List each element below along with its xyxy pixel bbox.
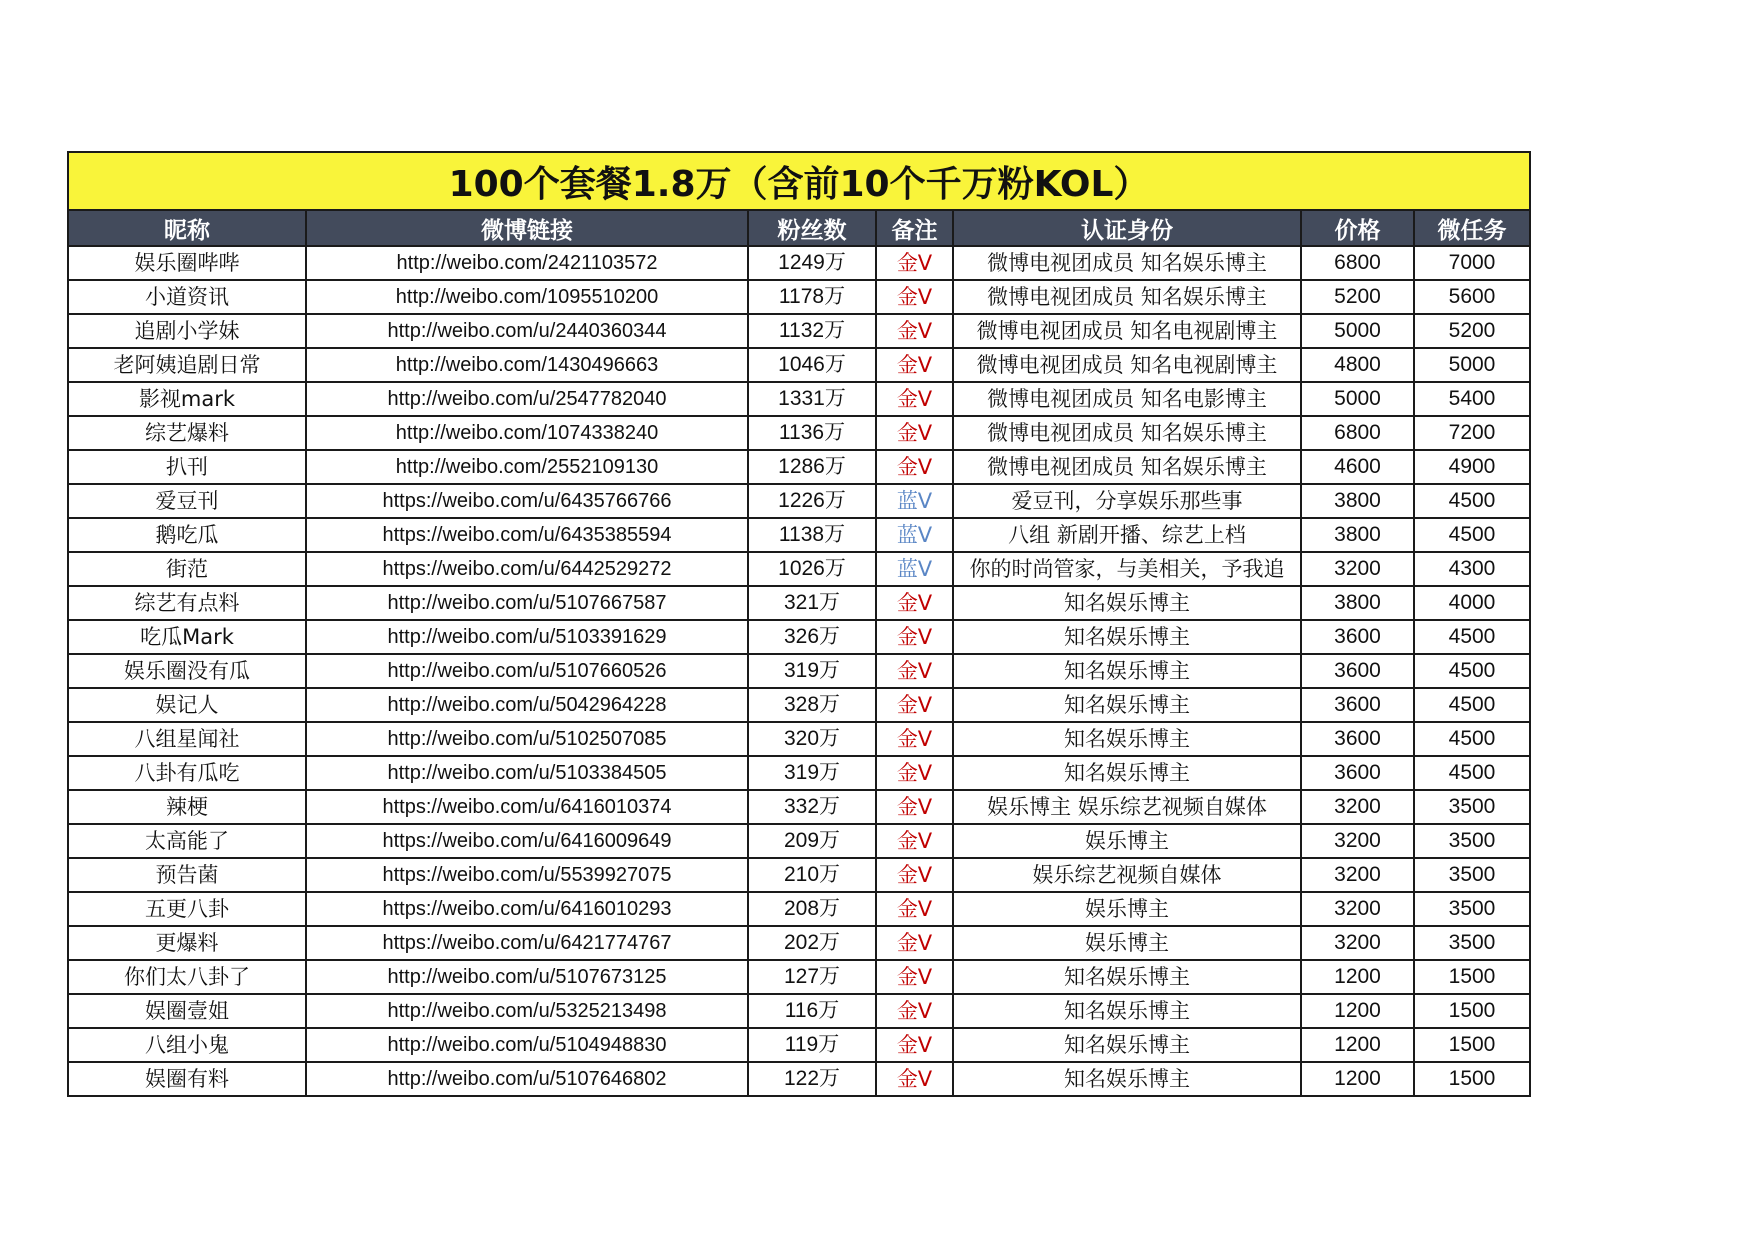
table-row [69,314,1529,348]
cell-weibo-link[interactable]: http://weibo.com/u/5103384505 [306,756,748,790]
cell-nickname: 小道资讯 [69,280,306,314]
cell-fans: 1046万 [748,348,876,382]
cell-note: 金V [876,756,953,790]
cell-note: 金V [876,280,953,314]
cell-note: 金V [876,1028,953,1062]
cell-weibo-link[interactable]: http://weibo.com/1430496663 [306,348,748,382]
cell-weibo-link[interactable]: https://weibo.com/u/6435385594 [306,518,748,552]
cell-nickname: 娱圈有料 [145,1067,229,1091]
cell-weibo-link[interactable]: http://weibo.com/u/5107660526 [306,654,748,688]
cell-fans: 210万 [748,858,876,892]
cell-price: 1200 [1301,994,1414,1028]
table-row [69,450,1529,484]
table-row [69,994,1529,1028]
cell-fans: 116万 [748,994,876,1028]
cell-identity: 知名娱乐博主 [953,756,1301,790]
cell-task-price: 3500 [1414,926,1529,960]
table-row [69,484,1529,518]
cell-task-price: 4500 [1414,654,1529,688]
cell-task-price: 4500 [1414,688,1529,722]
cell-identity: 微博电视团成员 知名娱乐博主 [953,450,1301,484]
cell-task-price: 1500 [1414,1028,1529,1062]
cell-identity: 知名娱乐博主 [953,620,1301,654]
cell-fans: 208万 [748,892,876,926]
table-row [69,620,1529,654]
cell-nickname: 街范 [69,552,306,586]
cell-nickname: 预告菌 [69,858,306,892]
cell-note: 金V [876,790,953,824]
cell-note: 金V [876,620,953,654]
table-row [69,1028,1529,1062]
cell-weibo-link[interactable]: https://weibo.com/u/5539927075 [306,858,748,892]
cell-weibo-link[interactable]: http://weibo.com/u/2440360344 [306,314,748,348]
cell-weibo-link[interactable]: http://weibo.com/u/5107667587 [306,586,748,620]
cell-note: 蓝V [876,518,953,552]
cell-fans: 122万 [748,1062,876,1095]
cell-task-price: 4300 [1414,552,1529,586]
cell-fans: 319万 [748,756,876,790]
table-row [69,246,1529,280]
cell-price: 3200 [1301,552,1414,586]
cell-note: 金V [876,450,953,484]
cell-identity: 微博电视团成员 知名电影博主 [953,382,1301,416]
table-row [69,1062,1529,1095]
cell-task-price: 4900 [1414,450,1529,484]
cell-price: 1200 [1301,1062,1414,1095]
cell-weibo-link[interactable]: http://weibo.com/1074338240 [306,416,748,450]
cell-price: 3600 [1301,756,1414,790]
cell-identity: 娱乐博主 [953,824,1301,858]
cell-fans: 127万 [748,960,876,994]
cell-note: 金V [876,314,953,348]
cell-task-price: 1500 [1414,994,1529,1028]
cell-price: 3800 [1301,518,1414,552]
header-nickname: 昵称 [69,211,306,246]
cell-fans: 1249万 [748,246,876,280]
cell-nickname: 老阿姨追剧日常 [69,348,306,382]
cell-identity: 知名娱乐博主 [953,994,1301,1028]
cell-price: 3200 [1301,858,1414,892]
cell-nickname: 更爆料 [69,926,306,960]
cell-identity: 娱乐博主 [953,892,1301,926]
cell-identity: 娱乐综艺视频自媒体 [953,858,1301,892]
table-row [69,586,1529,620]
cell-fans: 1136万 [748,416,876,450]
cell-fans: 202万 [748,926,876,960]
table-row [69,416,1529,450]
cell-nickname: 八组小鬼 [69,1028,306,1062]
cell-nickname: 你们太八卦了 [69,960,306,994]
spreadsheet [67,151,1531,1097]
cell-nickname: 太高能了 [69,824,306,858]
header-weibo-link: 微博链接 [306,211,748,246]
cell-task-price: 5600 [1414,280,1529,314]
table-row [69,790,1529,824]
cell-note: 金V [876,586,953,620]
cell-weibo-link[interactable]: http://weibo.com/u/5103391629 [306,620,748,654]
cell-note: 金V [876,246,953,280]
cell-fans: 320万 [748,722,876,756]
cell-price: 5200 [1301,280,1414,314]
table-row [69,722,1529,756]
table-row [69,892,1529,926]
cell-price: 4600 [1301,450,1414,484]
kol-table [69,211,1529,1095]
cell-price: 3200 [1301,926,1414,960]
table-row [69,960,1529,994]
header-task-price: 微任务 [1414,211,1529,246]
cell-identity: 娱乐博主 娱乐综艺视频自媒体 [953,790,1301,824]
cell-identity: 知名娱乐博主 [953,1028,1301,1062]
cell-identity: 知名娱乐博主 [953,586,1301,620]
cell-price: 3600 [1301,654,1414,688]
cell-task-price: 4500 [1414,484,1529,518]
header-row [69,211,1529,246]
cell-nickname: 鹅吃瓜 [69,518,306,552]
cell-weibo-link[interactable]: https://weibo.com/u/6416010293 [306,892,748,926]
cell-weibo-link[interactable]: http://weibo.com/u/2547782040 [306,382,748,416]
cell-identity: 微博电视团成员 知名电视剧博主 [953,348,1301,382]
header-identity: 认证身份 [953,211,1301,246]
cell-note: 金V [876,926,953,960]
cell-task-price: 1500 [1414,960,1529,994]
header-price: 价格 [1301,211,1414,246]
cell-fans: 1226万 [748,484,876,518]
cell-note: 金V [876,348,953,382]
cell-task-price: 3500 [1414,892,1529,926]
cell-task-price: 1500 [1414,1062,1529,1095]
cell-fans: 1286万 [748,450,876,484]
cell-task-price: 4500 [1414,756,1529,790]
cell-note: 金V [876,960,953,994]
cell-note: 金V [876,994,953,1028]
cell-price: 3200 [1301,790,1414,824]
cell-nickname: 娱记人 [69,688,306,722]
cell-identity: 知名娱乐博主 [953,688,1301,722]
cell-note: 金V [876,654,953,688]
cell-fans: 328万 [748,688,876,722]
cell-weibo-link[interactable]: http://weibo.com/u/5042964228 [306,688,748,722]
table-row [69,858,1529,892]
cell-identity: 知名娱乐博主 [953,722,1301,756]
cell-identity: 知名娱乐博主 [953,960,1301,994]
cell-price: 5000 [1301,382,1414,416]
table-row [69,756,1529,790]
cell-price: 3600 [1301,722,1414,756]
cell-task-price: 7200 [1414,416,1529,450]
cell-fans: 1132万 [748,314,876,348]
cell-task-price: 5000 [1414,348,1529,382]
cell-identity: 知名娱乐博主 [953,1062,1301,1095]
cell-nickname: 爱豆刊 [69,484,306,518]
cell-weibo-link[interactable]: https://weibo.com/u/6416009649 [306,824,748,858]
cell-price: 3200 [1301,824,1414,858]
cell-note: 金V [876,824,953,858]
cell-weibo-link[interactable]: https://weibo.com/u/6442529272 [306,552,748,586]
cell-price: 1200 [1301,1028,1414,1062]
cell-task-price: 3500 [1414,824,1529,858]
table-row [69,654,1529,688]
cell-fans: 119万 [748,1028,876,1062]
cell-price: 6800 [1301,416,1414,450]
cell-price: 3200 [1301,892,1414,926]
cell-fans: 1178万 [748,280,876,314]
table-row [69,382,1529,416]
cell-fans: 1026万 [748,552,876,586]
cell-nickname: 影视mark [69,382,306,416]
cell-fans: 326万 [748,620,876,654]
cell-nickname: 综艺爆料 [69,416,306,450]
cell-identity: 知名娱乐博主 [953,654,1301,688]
table-row [69,926,1529,960]
cell-price: 3600 [1301,688,1414,722]
cell-note: 蓝V [876,484,953,518]
table-row [69,518,1529,552]
cell-fans: 1331万 [748,382,876,416]
cell-note: 金V [876,416,953,450]
table-row [69,552,1529,586]
cell-task-price: 5200 [1414,314,1529,348]
cell-note: 金V [876,688,953,722]
cell-weibo-link[interactable]: https://weibo.com/u/6416010374 [306,790,748,824]
table-row [69,824,1529,858]
cell-weibo-link[interactable]: http://weibo.com/u/5325213498 [306,994,748,1028]
cell-note: 金V [876,858,953,892]
table-row [69,280,1529,314]
cell-nickname: 综艺有点料 [69,586,306,620]
cell-identity: 微博电视团成员 知名娱乐博主 [953,246,1301,280]
cell-identity: 你的时尚管家，与美相关，予我追 [953,552,1301,586]
cell-identity: 八组 新剧开播、综艺上档 [953,518,1301,552]
cell-nickname: 扒刊 [69,450,306,484]
sheet-title: 100个套餐1.8万（含前10个千万粉KOL） [69,153,1529,211]
cell-fans: 1138万 [748,518,876,552]
cell-task-price: 4500 [1414,620,1529,654]
cell-nickname: 辣梗 [69,790,306,824]
cell-nickname: 娱乐圈没有瓜 [69,654,306,688]
cell-identity: 微博电视团成员 知名电视剧博主 [953,314,1301,348]
cell-weibo-link[interactable]: http://weibo.com/2552109130 [306,450,748,484]
cell-weibo-link[interactable]: https://weibo.com/u/6435766766 [306,484,748,518]
cell-note: 金V [876,382,953,416]
cell-nickname: 追剧小学妹 [69,314,306,348]
cell-nickname: 娱乐圈哔哔 [69,246,306,280]
cell-fans: 332万 [748,790,876,824]
cell-note: 蓝V [876,552,953,586]
cell-price: 6800 [1301,246,1414,280]
header-note: 备注 [876,211,953,246]
cell-weibo-link[interactable]: http://weibo.com/2421103572 [306,246,748,280]
cell-price: 3800 [1301,484,1414,518]
table-row [69,348,1529,382]
cell-price: 3800 [1301,586,1414,620]
cell-task-price: 7000 [1414,246,1529,280]
cell-nickname: 娱圈壹姐 [69,994,306,1028]
cell-nickname: 吃瓜Mark [69,620,306,654]
cell-nickname: 八组星闻社 [69,722,306,756]
cell-identity: 微博电视团成员 知名娱乐博主 [953,280,1301,314]
cell-identity: 爱豆刊，分享娱乐那些事 [953,484,1301,518]
cell-price: 5000 [1301,314,1414,348]
cell-task-price: 3500 [1414,790,1529,824]
cell-weibo-link[interactable]: http://weibo.com/1095510200 [306,280,748,314]
cell-task-price: 3500 [1414,858,1529,892]
table-row [69,688,1529,722]
cell-identity: 娱乐博主 [953,926,1301,960]
cell-price: 4800 [1301,348,1414,382]
cell-fans: 209万 [748,824,876,858]
cell-weibo-link[interactable]: http://weibo.com/u/5104948830 [306,1028,748,1062]
cell-nickname: 八卦有瓜吃 [69,756,306,790]
cell-price: 1200 [1301,960,1414,994]
cell-fans: 321万 [748,586,876,620]
header-fans: 粉丝数 [748,211,876,246]
cell-weibo-link[interactable]: http://weibo.com/u/5102507085 [306,722,748,756]
cell-fans: 319万 [748,654,876,688]
cell-nickname: 五更八卦 [69,892,306,926]
cell-task-price: 4500 [1414,722,1529,756]
cell-price: 3600 [1301,620,1414,654]
cell-note: 金V [876,1062,953,1095]
cell-identity: 微博电视团成员 知名娱乐博主 [953,416,1301,450]
cell-weibo-link[interactable]: https://weibo.com/u/6421774767 [306,926,748,960]
cell-note: 金V [876,892,953,926]
cell-weibo-link[interactable]: http://weibo.com/u/5107646802 [306,1062,748,1095]
cell-task-price: 4500 [1414,518,1529,552]
cell-task-price: 4000 [1414,586,1529,620]
cell-weibo-link[interactable]: http://weibo.com/u/5107673125 [306,960,748,994]
cell-task-price: 5400 [1414,382,1529,416]
cell-note: 金V [876,722,953,756]
